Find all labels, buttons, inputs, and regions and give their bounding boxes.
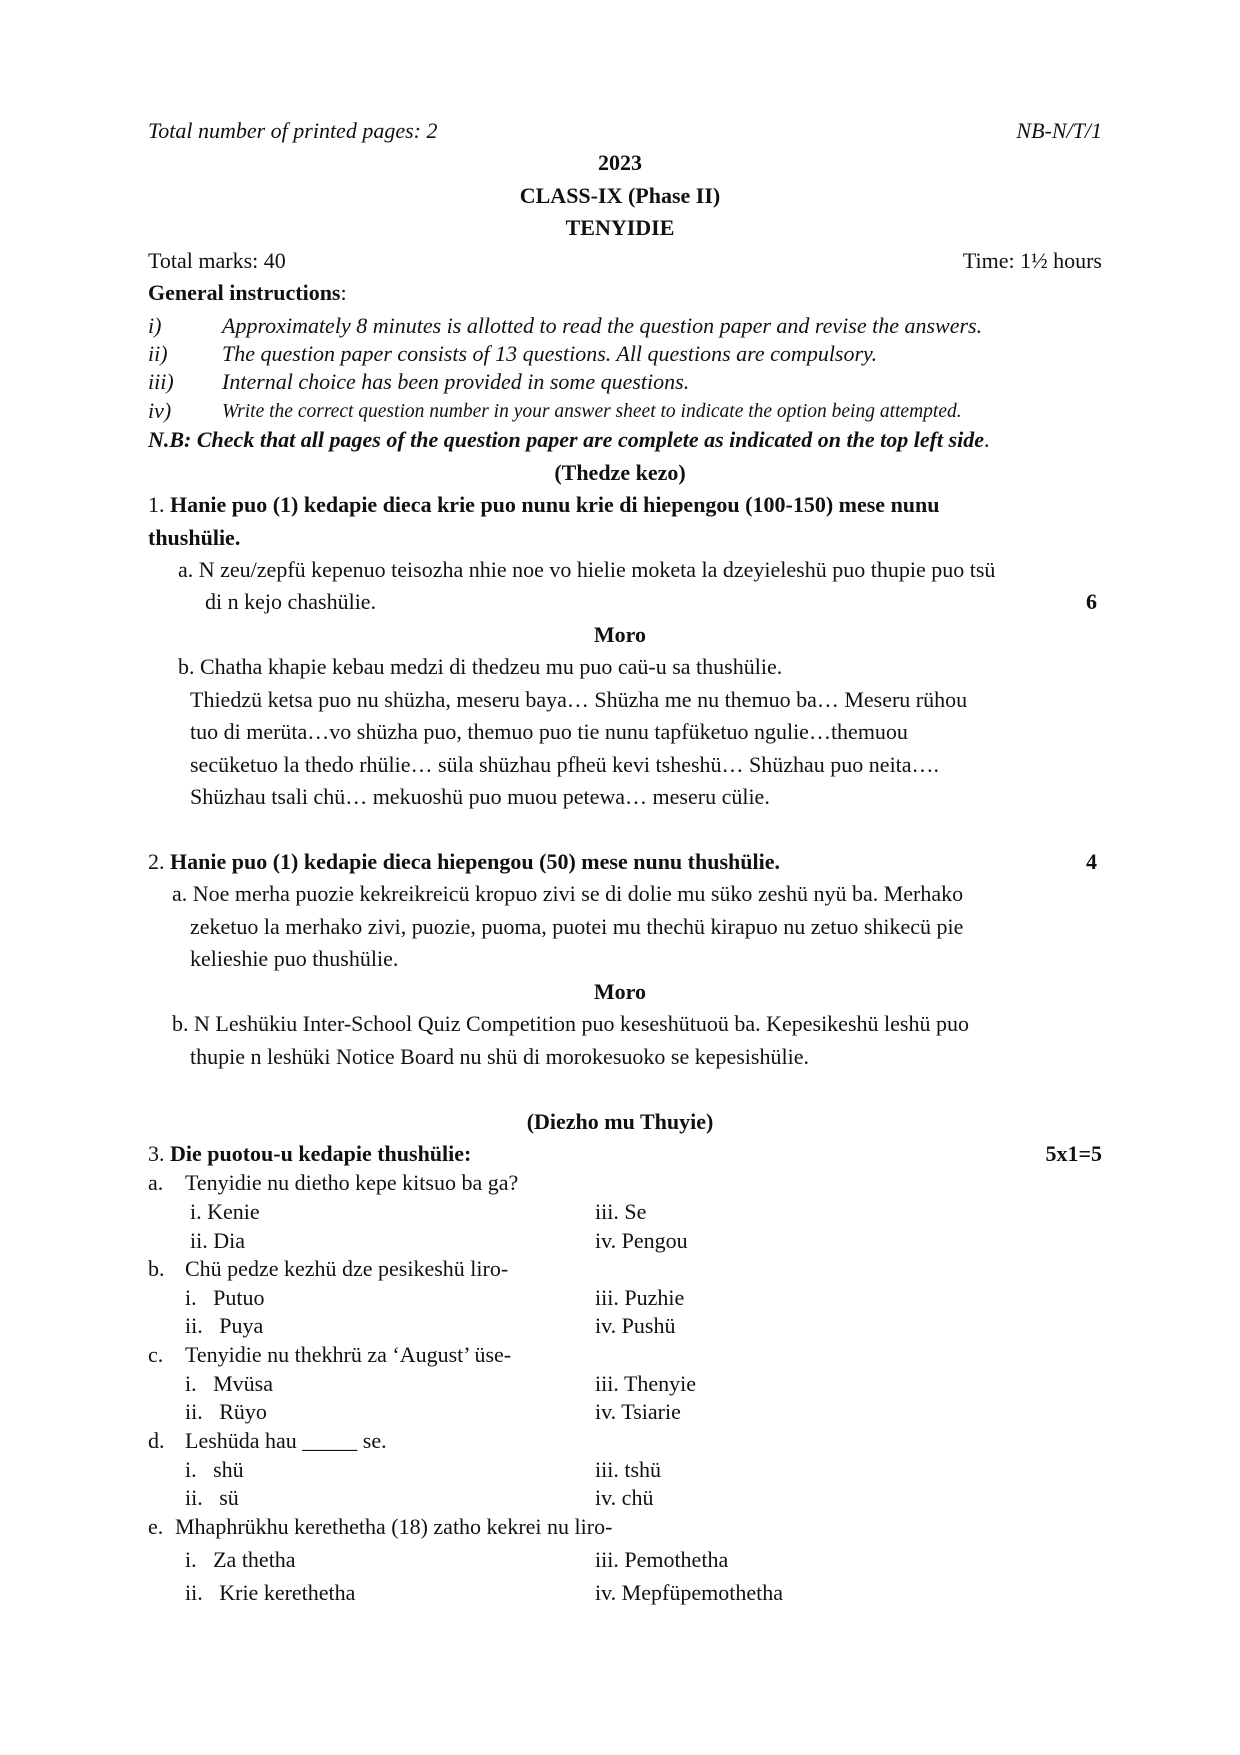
question-1b-passage: tuo di merüta…vo shüzha puo, themuo puo tie nunu tapfüketuo ngulie…themuou <box>190 719 908 744</box>
question-2b-line: thupie n leshüki Notice Board nu shü di morokesuoko se kepesishülie. <box>190 1044 809 1069</box>
nb-note-text: N.B: Check that all pages of the question paper are complete as indicated on the top left side <box>148 427 984 452</box>
mcq-label: b. <box>148 1256 165 1281</box>
exam-subject: TENYIDIE <box>565 215 675 240</box>
or-divider: Moro <box>593 979 647 1004</box>
section-title: (Thedze kezo) <box>554 460 686 485</box>
mcq-option: ii. sü <box>185 1485 239 1510</box>
mcq-option: ii. Krie kerethetha <box>185 1580 356 1605</box>
question-2a-line: zeketuo la merhako zivi, puozie, puoma, puotei mu thechü kirapuo nu zetuo shikecü pie <box>190 914 964 939</box>
mcq-label: d. <box>148 1428 165 1453</box>
section-title: (Diezho mu Thuyie) <box>526 1109 714 1134</box>
instruction-num: iii) <box>148 369 174 394</box>
question-3-title-text: Die puotou-u kedapie thushülie: <box>170 1141 472 1166</box>
instructions-title: General instructions <box>148 280 341 305</box>
mcq-option: ii. Dia <box>190 1228 245 1253</box>
nb-note-end: . <box>983 427 990 452</box>
mcq-option: i. Mvüsa <box>185 1371 273 1396</box>
question-1-title-line2: thushülie. <box>148 525 241 550</box>
question-1b-passage: Shüzhau tsali chü… mekuoshü puo muou petewa… meseru cülie. <box>190 784 770 809</box>
exam-time: Time: 1½ hours <box>962 248 1102 273</box>
question-1a-line2: di n kejo chashülie. <box>205 589 377 614</box>
mcq-option: iv. chü <box>595 1485 654 1510</box>
mcq-option: iv. Pushü <box>595 1313 676 1338</box>
mcq-option: i. shü <box>185 1457 244 1482</box>
mcq-label: e. <box>148 1514 164 1539</box>
mcq-label: c. <box>148 1342 164 1367</box>
question-number: 3. <box>148 1141 165 1166</box>
mcq-option: i. Za thetha <box>185 1547 296 1572</box>
question-1-title <box>148 492 940 518</box>
total-marks: Total marks: 40 <box>148 248 286 273</box>
mcq-question: Mhaphrükhu kerethetha (18) zatho kekrei nu liro- <box>175 1514 613 1539</box>
question-1-title-line1: Hanie puo (1) kedapie dieca krie puo nunu krie di hiepengou (100-150) mese nunu <box>170 492 940 517</box>
question-2-marks: 4 <box>1086 849 1097 874</box>
mcq-option: iii. Puzhie <box>595 1285 685 1310</box>
mcq-option: iii. tshü <box>595 1457 662 1482</box>
question-number: 2. <box>148 849 165 874</box>
exam-year: 2023 <box>598 150 642 175</box>
instruction-num: ii) <box>148 341 168 366</box>
question-3-title <box>148 1141 471 1167</box>
question-2a-line: kelieshie puo thushülie. <box>190 946 399 971</box>
question-1b-line1: b. Chatha khapie kebau medzi di thedzeu mu puo caü-u sa thushülie. <box>178 654 783 679</box>
mcq-option: iii. Se <box>595 1199 647 1224</box>
nb-note <box>148 427 989 453</box>
mcq-option: i. Putuo <box>185 1285 265 1310</box>
printed-pages-note: Total number of printed pages: 2 <box>148 118 438 143</box>
mcq-label: a. <box>148 1170 164 1195</box>
mcq-option: iv. Pengou <box>595 1228 688 1253</box>
mcq-option: ii. Puya <box>185 1313 264 1338</box>
mcq-question: Chü pedze kezhü dze pesikeshü liro- <box>185 1256 509 1281</box>
question-3-marks: 5x1=5 <box>1045 1141 1102 1166</box>
question-2a-line: a. Noe merha puozie kekreikreicü kropuo zivi se di dolie mu süko zeshü nyü ba. Merhako <box>172 881 964 906</box>
instruction-text: Internal choice has been provided in some questions. <box>222 369 690 394</box>
question-1b-passage: secüketuo la thedo rhülie… süla shüzhau pfheü kevi tsheshü… Shüzhau puo neita…. <box>190 752 940 777</box>
instruction-text: The question paper consists of 13 questions. All questions are compulsory. <box>222 341 878 366</box>
question-2-title-text: Hanie puo (1) kedapie dieca hiepengou (50) mese nunu thushülie. <box>170 849 780 874</box>
mcq-question: Tenyidie nu dietho kepe kitsuo ba ga? <box>185 1170 519 1195</box>
exam-class: CLASS-IX (Phase II) <box>519 183 721 208</box>
question-1a-line1: a. N zeu/zepfü kepenuo teisozha nhie noe vo hielie moketa la dzeyieleshü puo thupie puo tsü <box>178 557 996 582</box>
mcq-question: Tenyidie nu thekhrü za ‘August’ üse- <box>185 1342 512 1367</box>
paper-code: NB-N/T/1 <box>1016 118 1102 143</box>
instruction-num: i) <box>148 313 162 338</box>
question-2b-line: b. N Leshükiu Inter-School Quiz Competition puo keseshütuoü ba. Kepesikeshü leshü puo <box>172 1011 969 1036</box>
instructions-heading <box>148 280 347 306</box>
question-1-marks: 6 <box>1086 589 1097 614</box>
instruction-text: Approximately 8 minutes is allotted to read the question paper and revise the answers. <box>222 313 983 338</box>
mcq-option: i. Kenie <box>190 1199 260 1224</box>
or-divider: Moro <box>593 622 647 647</box>
mcq-option: ii. Rüyo <box>185 1399 267 1424</box>
instruction-text: Write the correct question number in your answer sheet to indicate the option being attempted. <box>222 401 962 422</box>
mcq-option: iv. Mepfüpemothetha <box>595 1580 783 1605</box>
question-number: 1. <box>148 492 165 517</box>
question-1b-passage: Thiedzü ketsa puo nu shüzha, meseru baya… Shüzha me nu themuo ba… Meseru rühou <box>190 687 968 712</box>
mcq-question: Leshüda hau _____ se. <box>185 1428 387 1453</box>
instruction-num: iv) <box>148 398 172 423</box>
instructions-colon: : <box>340 280 347 305</box>
mcq-option: iv. Tsiarie <box>595 1399 681 1424</box>
mcq-option: iii. Thenyie <box>595 1371 697 1396</box>
mcq-option: iii. Pemothetha <box>595 1547 729 1572</box>
question-2-title <box>148 849 780 875</box>
